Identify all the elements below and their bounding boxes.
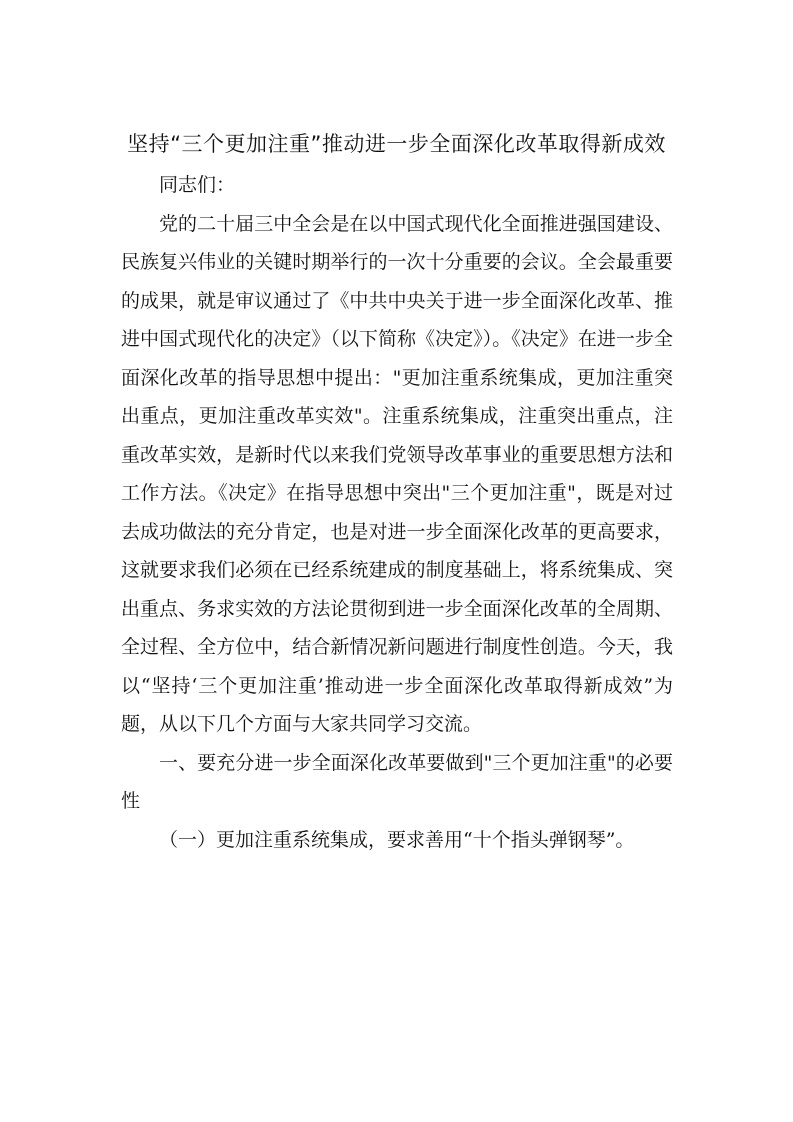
salutation: 同志们： [159, 174, 236, 196]
section-heading-1: 一、要充分进一步全面深化改革要做到"三个更加注重"的必要性 [121, 751, 673, 812]
document-body [121, 166, 673, 859]
subsection-heading-1: （一）更加注重系统集成，要求善用“十个指头弹钢琴”。 [159, 828, 635, 851]
document-title: 坚持“三个更加注重”推动进一步全面深化改革取得新成效 [127, 132, 666, 156]
body-paragraph-intro: 党的二十届三中全会是在以中国式现代化全面推进强国建设、民族复兴伟业的关键时期举行的一次十分重要的会议。全会最重要的成果，就是审议通过了《中共中央关于进一步全面深化改革、推进中国式现代化的决定》（以下简称《决定》）。《决定》在进一步全面深化改革的指导思想中提出："更加注重系统集成，更加注重突出重点，更加注重改革实效"。注重系统集成，注重突出重点，注重改革实效，是新时代以来我们党领导改革事业的重要思想方法和工作方法。《决定》在指导思想中突出"三个更加注重"，既是对过去成功做法的充分肯定，也是对进一步全面深化改革的更高要求，这就要求我们必须在已经系统建成的制度基础上，将系统集成、突出重点、务求实效的方法论贯彻到进一步全面深化改革的全周期、全过程、全方位中，结合新情况新问题进行制度性创造。今天，我以“坚持‘三个更加注重’推动进一步全面深化改革取得新成效”为题，从以下几个方面与大家共同学习交流。 [121, 212, 673, 735]
